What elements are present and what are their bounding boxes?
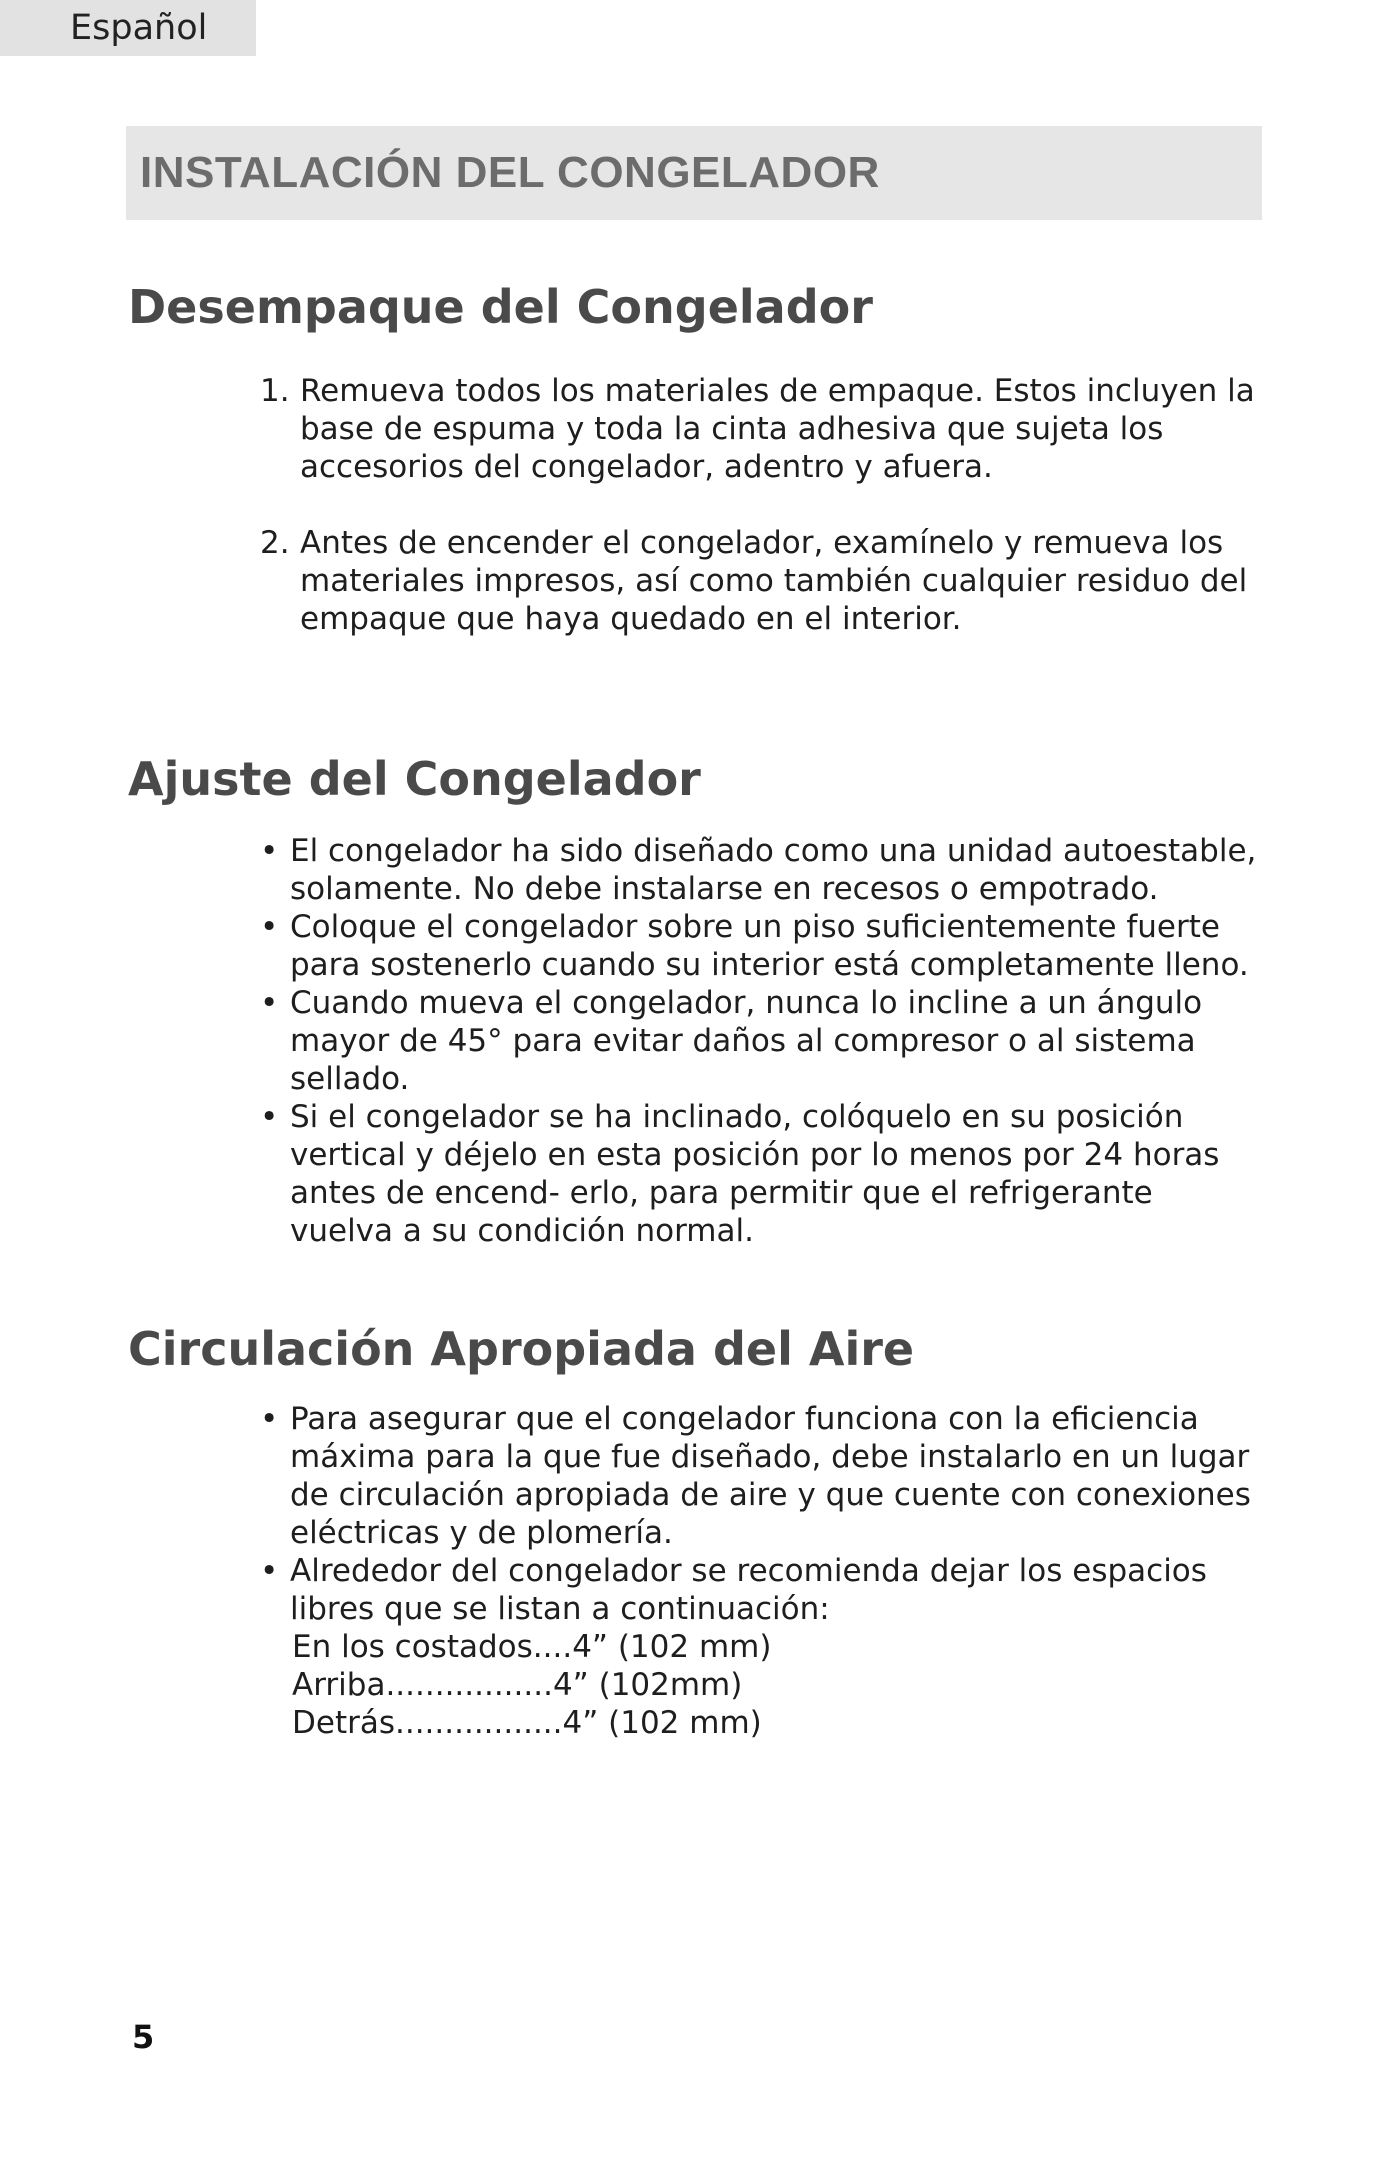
adjustment-bullets-list [260, 832, 1260, 1250]
bullet-icon: • [260, 833, 279, 869]
list-item [260, 372, 1260, 486]
list-item [260, 908, 1260, 984]
step-text: Antes de encender el congelador, examínelo y remueva los materiales impresos, así como también cualquier residuo del empaque que haya quedado en el interior. [300, 525, 1248, 637]
bullet-text: Coloque el congelador sobre un piso suficientemente fuerte para sostenerlo cuando su interior está completamente lleno. [290, 909, 1249, 983]
step-number: 2. [260, 525, 290, 561]
bullet-text: Alrededor del congelador se recomienda dejar los espacios libres que se listan a continuación: [290, 1553, 1207, 1627]
bullet-text: Si el congelador se ha inclinado, colóquelo en su posición vertical y déjelo en esta posición por lo menos por 24 horas antes de encend- erlo, para permitir que el refrigerante vuelva a su condición normal. [290, 1099, 1220, 1249]
clearance-top: Arriba.................4” (102mm) [292, 1667, 743, 1703]
bullet-icon: • [260, 1401, 279, 1437]
bullet-text: Para asegurar que el congelador funciona con la eficiencia máxima para la que fue diseñado, debe instalarlo en un lugar de circulación apropiada de aire y que cuente con conexiones eléctricas y de plomería. [290, 1401, 1251, 1551]
language-tab: Español [0, 0, 256, 56]
section-banner-title: INSTALACIÓN DEL CONGELADOR [126, 126, 1262, 220]
bullet-icon: • [260, 985, 279, 1021]
list-item [260, 524, 1260, 638]
clearance-sides: En los costados....4” (102 mm) [292, 1629, 772, 1665]
unpacking-steps-list [260, 372, 1260, 676]
unpacking-heading: Desempaque del Congelador [128, 280, 873, 334]
list-item [260, 832, 1260, 908]
page-number: 5 [132, 2018, 155, 2056]
list-item [260, 1552, 1260, 1742]
step-number: 1. [260, 373, 290, 409]
bullet-icon: • [260, 1553, 279, 1589]
list-item [260, 1098, 1260, 1250]
step-text: Remueva todos los materiales de empaque. Estos incluyen la base de espuma y toda la cinta adhesiva que sujeta los accesorios del congelador, adentro y afuera. [300, 373, 1255, 485]
list-item [260, 1400, 1260, 1552]
bullet-icon: • [260, 909, 279, 945]
air-circulation-heading: Circulación Apropiada del Aire [128, 1322, 915, 1376]
adjustment-heading: Ajuste del Congelador [128, 752, 701, 806]
list-item [260, 984, 1260, 1098]
clearance-back: Detrás.................4” (102 mm) [292, 1705, 762, 1741]
bullet-icon: • [260, 1099, 279, 1135]
bullet-text: Cuando mueva el congelador, nunca lo incline a un ángulo mayor de 45° para evitar daños al compresor o al sistema sellado. [290, 985, 1203, 1097]
bullet-text: El congelador ha sido diseñado como una unidad autoestable, solamente. No debe instalarse en recesos o empotrado. [290, 833, 1257, 907]
air-circulation-bullets-list [260, 1400, 1260, 1742]
